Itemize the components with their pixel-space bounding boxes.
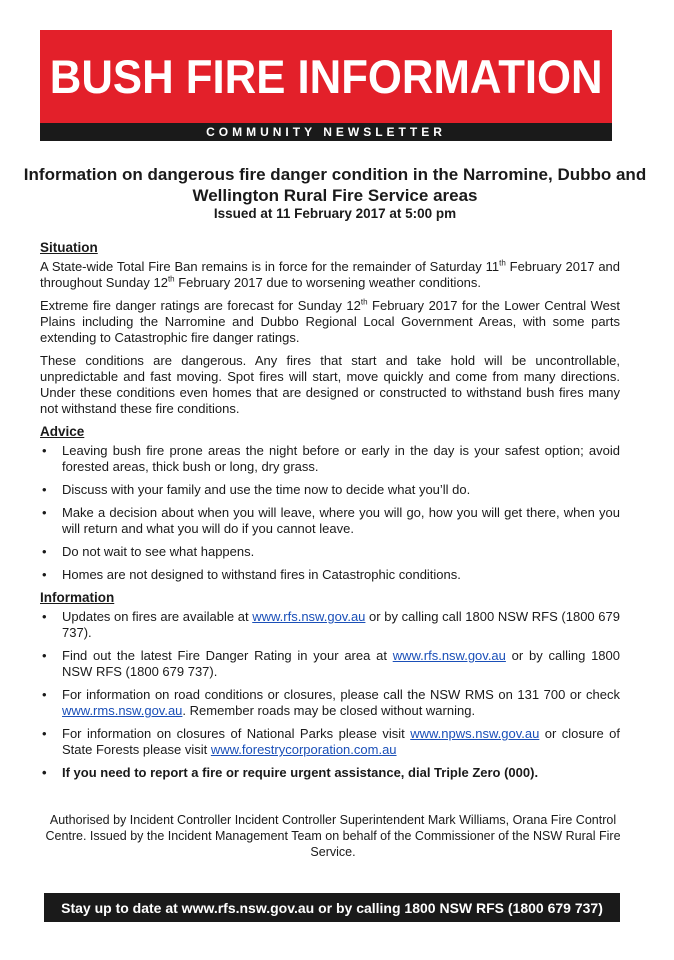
authorisation-text: Authorised by Incident Controller Incident Controller Superintendent Mark Williams, Orana Fire Control Centre. Issued by the Incident Management Team on behalf of the Commissioner of the NSW Rural Fire Service.: [45, 813, 621, 859]
headline-title: Information on dangerous fire danger condition in the Narromine, Dubbo and Wellington Rural Fire Service areas: [23, 165, 647, 205]
bullet-icon: •: [42, 443, 47, 458]
rfs-link[interactable]: www.rfs.nsw.gov.au: [252, 609, 366, 624]
bullet-icon: •: [42, 765, 47, 780]
section-heading-advice: Advice: [40, 424, 85, 439]
situation-paragraph-3: These conditions are dangerous. Any fires that start and take hold will be uncontrollable, unpredictable and fast moving. Spot fires will start, move quickly and come from many directions. Under these conditions even homes that are designed or constructed to withstand bush fires many not withstand these fire conditions.: [40, 353, 620, 416]
title-banner: [40, 30, 612, 123]
emergency-notice: If you need to report a fire or require urgent assistance, dial Triple Zero (000).: [62, 765, 539, 780]
list-item: • Discuss with your family and use the time now to decide what you’ll do.: [42, 482, 471, 497]
newsletter-body: [40, 240, 620, 788]
list-item: • Do not wait to see what happens.: [42, 544, 255, 559]
bullet-icon: •: [42, 687, 47, 702]
list-item: • Homes are not designed to withstand fires in Catastrophic conditions.: [42, 567, 461, 582]
npws-link[interactable]: www.npws.nsw.gov.au: [410, 726, 540, 741]
list-item: • For information on road conditions or closures, please call the NSW RMS on 131 700 or check www.rms.nsw.gov.au. Remember roads may be closed without warning.: [42, 687, 620, 718]
bullet-icon: •: [42, 544, 47, 559]
section-heading-situation: Situation: [40, 240, 98, 255]
issued-date: Issued at 11 February 2017 at 5:00 pm: [213, 206, 457, 221]
newsletter-strip: COMMUNITY NEWSLETTER: [40, 123, 612, 141]
bullet-icon: •: [42, 648, 47, 663]
section-heading-information: Information: [40, 590, 115, 605]
information-list: [40, 609, 620, 781]
bullet-icon: •: [42, 567, 47, 582]
bullet-icon: •: [42, 482, 47, 497]
page-title: BUSH FIRE INFORMATION: [49, 50, 603, 103]
list-item: • For information on closures of National Parks please visit www.npws.nsw.gov.au or closure of State Forests please visit www.forestrycorporation.com.au: [42, 726, 620, 757]
forestry-link[interactable]: www.forestrycorporation.com.au: [210, 742, 397, 757]
list-item: • Make a decision about when you will leave, where you will go, how you will get there, when you will return and what you will do if you cannot leave.: [42, 505, 620, 536]
footer-banner: Stay up to date at www.rfs.nsw.gov.au or by calling 1800 NSW RFS (1800 679 737): [44, 893, 620, 922]
list-item: • Leaving bush fire prone areas the night before or early in the day is your safest option; avoid forested areas, thick bush or long, dry grass.: [42, 443, 620, 474]
situation-paragraph-2: Extreme fire danger ratings are forecast for Sunday 12th February 2017 for the Lower Central West Plains including the Narromine and Dubbo Regional Local Government Areas, with some parts extending to Catastrophic fire danger ratings.: [40, 297, 621, 345]
list-item: • Find out the latest Fire Danger Rating in your area at www.rfs.nsw.gov.au or by calling 1800 NSW RFS (1800 679 737).: [42, 648, 620, 679]
list-item: • Updates on fires are available at www.rfs.nsw.gov.au or by calling call 1800 NSW RFS (1800 679 737).: [42, 609, 620, 640]
rfs-link[interactable]: www.rfs.nsw.gov.au: [392, 648, 506, 663]
bullet-icon: •: [42, 726, 47, 741]
bullet-icon: •: [42, 609, 47, 624]
rms-link[interactable]: www.rms.nsw.gov.au: [62, 703, 183, 718]
advice-list: [40, 443, 620, 583]
list-item: [40, 765, 620, 781]
situation-paragraph-1: A State-wide Total Fire Ban remains is in force for the remainder of Saturday 11th February 2017 and throughout Sunday 12th February 2017 due to worsening weather conditions.: [40, 258, 621, 290]
bullet-icon: •: [42, 505, 47, 520]
